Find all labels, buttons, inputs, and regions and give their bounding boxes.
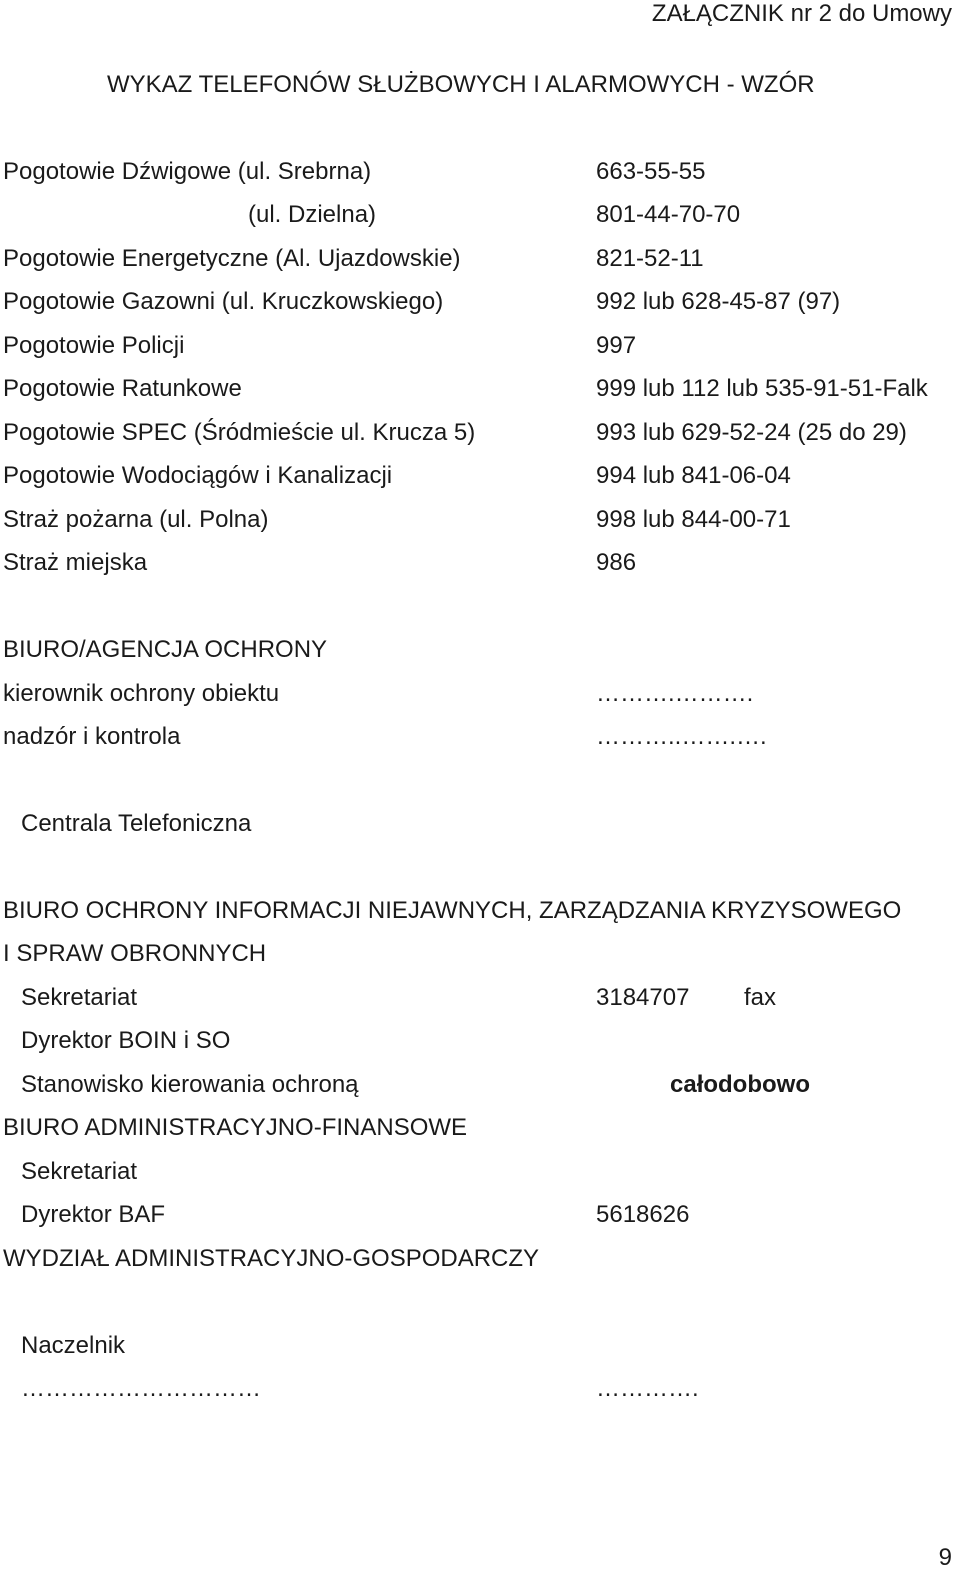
post-label: Stanowisko kierowania ochroną [21,1071,359,1098]
item-phone: 999 lub 112 lub 535-91-51-Falk [596,375,928,402]
item-phone: 801-44-70-70 [596,201,741,228]
central-label: Centrala Telefoniczna [21,810,252,837]
section-heading: BIURO ADMINISTRACYJNO-FINANSOWE [3,1114,468,1141]
head-label: Naczelnik [21,1332,126,1359]
item-name: kierownik ochrony obiektu [3,680,280,707]
item-name: Pogotowie Dźwigowe (ul. Srebrna) [3,158,372,185]
item-phone: 993 lub 629-52-24 (25 do 29) [596,419,907,446]
secretariat-fax: fax [744,984,777,1011]
item-name: Straż miejska [3,549,148,576]
item-name: Pogotowie Energetyczne (Al. Ujazdowskie) [3,245,461,272]
secretariat-label: Sekretariat [21,984,138,1011]
section-heading: BIURO OCHRONY INFORMACJI NIEJAWNYCH, ZARZĄDZANIA KRYZYSOWEGO [3,897,902,924]
attachment-label: ZAŁĄCZNIK nr 2 do Umowy [651,0,952,27]
secretariat-phone: 3184707 [596,984,690,1011]
item-name: (ul. Dzielna) [248,201,377,228]
item-name: Pogotowie SPEC (Śródmieście ul. Krucza 5) [3,419,476,446]
item-phone: 821-52-11 [596,245,704,272]
director-label: Dyrektor BAF [21,1201,166,1228]
secretariat-label: Sekretariat [21,1158,138,1185]
item-name: Pogotowie Policji [3,332,185,359]
dots-right: …………. [596,1375,699,1402]
item-phone: 986 [596,549,637,576]
post-value: całodobowo [670,1071,810,1098]
page-title: WYKAZ TELEFONÓW SŁUŻBOWYCH I ALARMOWYCH - WZÓR [107,71,815,98]
item-value: ………..…….…. [596,723,767,750]
item-phone: 997 [596,332,637,359]
item-name: Pogotowie Gazowni (ul. Kruczkowskiego) [3,288,444,315]
director-label: Dyrektor BOIN i SO [21,1027,231,1054]
item-phone: 992 lub 628-45-87 (97) [596,288,841,315]
item-name: Pogotowie Wodociągów i Kanalizacji [3,462,393,489]
item-name: Pogotowie Ratunkowe [3,375,242,402]
section-heading: WYDZIAŁ ADMINISTRACYJNO-GOSPODARCZY [3,1245,540,1272]
item-value: ……….………. [596,680,754,707]
item-phone: 998 lub 844-00-71 [596,506,791,533]
item-name: nadzór i kontrola [3,723,181,750]
dots-left: ………………………… [21,1375,261,1402]
section-heading-cont: I SPRAW OBRONNYCH [3,940,267,967]
page-number: 9 [938,1544,952,1571]
director-phone: 5618626 [596,1201,690,1228]
item-name: Straż pożarna (ul. Polna) [3,506,269,533]
item-phone: 994 lub 841-06-04 [596,462,791,489]
section-heading: BIURO/AGENCJA OCHRONY [3,636,328,663]
item-phone: 663-55-55 [596,158,706,185]
